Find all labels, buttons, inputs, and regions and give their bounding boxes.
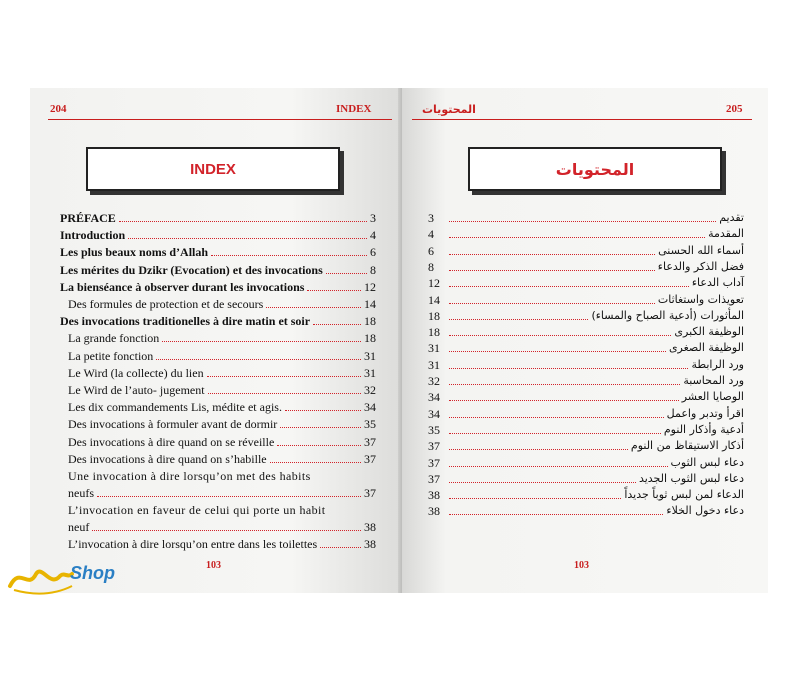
index-entry-page: 38 [364,537,376,552]
index-entry-page: 18 [428,308,440,323]
right-header-title: المحتويات [422,103,476,116]
dot-leader [449,334,671,336]
index-entry-text-continued: neufs [68,486,94,500]
dot-leader [449,416,664,418]
index-entry [60,263,376,277]
index-entry-text: PRÉFACE [60,211,116,225]
index-entry [60,417,376,431]
left-header-title: INDEX [336,103,372,115]
index-entry-page: 18 [364,331,376,346]
index-entry-text: الوظيفة الكبرى [674,325,744,339]
index-entry-text: Introduction [60,228,126,243]
index-entry-page: 35 [428,422,440,437]
index-entry [428,504,744,518]
index-entry-page: 6 [428,243,434,258]
index-entry-text: Des formules de protection et de secours [68,297,264,311]
dot-leader [277,444,361,446]
index-entry-page: 31 [428,341,440,356]
index-entry-page: 37 [428,455,440,470]
index-entry-page: 38 [428,504,440,519]
index-entry-page: 6 [370,245,376,260]
dot-leader [449,220,716,222]
index-entry-page: 32 [428,374,440,388]
dot-leader [449,465,668,467]
right-page [402,88,768,593]
index-entry [60,297,376,311]
index-entry [428,423,744,437]
index-entry-text: Des invocations à dire quand on s’habille [68,451,267,466]
index-entry-page: 32 [364,383,376,397]
index-entry [428,472,744,486]
index-entry [428,358,744,372]
right-title-text: المحتويات [555,159,635,179]
index-entry-text: Une invocation à dire lorsqu’on met des habits [68,469,311,483]
index-entry-page: 18 [428,325,440,340]
index-entry-page: 31 [428,357,440,372]
index-entry [60,383,376,397]
index-entry-page: 14 [364,297,376,311]
index-entry [60,245,376,259]
dot-leader [449,350,666,352]
index-entry-text: Des invocations à dire quand on se réveille [68,434,275,449]
right-page-number: 205 [726,103,743,115]
dot-leader [449,367,688,369]
index-entry-page: 31 [364,365,376,380]
index-entry-text: تعويذات واستغاثات [657,292,744,306]
index-entry-page: 8 [370,262,376,277]
dot-leader [266,306,361,308]
index-entry-text-continued: neuf [68,520,90,535]
dot-leader [449,253,655,255]
index-entry-text: دعاء لبس الثوب الجديد [638,471,744,485]
index-entry-page: 3 [370,211,376,225]
index-entry [60,486,376,500]
index-entry-text: Le Wird de l’auto- jugement [68,383,205,397]
index-entry [428,456,744,470]
dot-leader [307,289,361,291]
index-entry [60,452,376,466]
index-entry-text: المقدمة [708,227,744,241]
index-entry-page: 3 [428,211,434,225]
index-entry [428,276,744,290]
left-page [30,88,402,593]
dot-leader [285,409,361,411]
index-entry [60,211,376,225]
dot-leader [449,383,680,385]
index-entry-text: L’invocation à dire lorsqu’on entre dans les toilettes [68,537,318,552]
index-entry-text: La grande fonction [68,331,160,346]
dot-leader [326,272,367,274]
dot-leader [97,495,361,497]
index-entry-text: اقرأ وتدبر واعمل [666,406,744,420]
index-entry [428,341,744,355]
index-entry [60,366,376,380]
dot-leader [449,318,588,320]
dot-leader [208,392,361,394]
index-entry [428,309,744,323]
dot-leader [449,285,689,287]
dot-leader [449,481,636,483]
dot-leader [313,323,361,325]
index-entry-page: 38 [428,488,440,503]
left-title-box [86,147,340,191]
index-entry-page: 18 [364,314,376,329]
dot-leader [211,254,367,256]
logo-text: Shop [70,563,115,583]
index-entry [60,228,376,242]
dot-leader [162,340,361,342]
index-entry-page: 8 [428,259,434,274]
index-entry-text: فضل الذكر والدعاء [657,259,744,273]
index-entry-page: 38 [364,520,376,535]
index-entry-text: تقديم [719,211,744,224]
index-entry [428,407,744,421]
index-entry [428,227,744,241]
index-entry [60,314,376,328]
index-entry-page: 37 [364,486,376,500]
index-entry-text: La petite fonction [68,348,154,363]
index-entry [428,439,744,453]
index-entry [60,400,376,414]
index-entry [428,488,744,502]
index-entry [428,325,744,339]
right-header-rule [412,119,752,120]
index-entry-text: Les dix commandements Lis, médite et agis. [68,400,282,415]
dot-leader [156,358,361,360]
index-entry-page: 4 [370,228,376,243]
index-entry-text: آداب الدعاء [691,276,744,290]
index-entry-page: 12 [428,276,440,291]
index-entry-text: Des invocations à formuler avant de dormir [68,417,278,432]
index-entry-page: 34 [428,390,440,405]
index-entry-page: 37 [364,434,376,449]
dot-leader [320,546,361,548]
index-entry-text: دعاء لبس الثوب [670,455,744,469]
dot-leader [449,399,679,401]
index-entry [428,260,744,274]
index-entry [60,520,376,534]
index-entry-text: الدعاء لمن لبس ثوباً جديداً [624,488,744,502]
dot-leader [449,269,655,271]
index-entry-text: Le Wird (la collecte) du lien [68,365,204,380]
index-entry [428,374,744,388]
index-entry-page: 31 [364,348,376,363]
index-entry-page: 34 [428,406,440,421]
dot-leader [449,302,655,304]
index-entry-text: أسماء الله الحسنى [658,243,744,257]
right-title-box [468,147,722,191]
index-entry-text: ورد الرابطة [691,357,744,371]
dot-leader [280,426,361,428]
index-entry-text: الوظيفة الصغرى [668,341,744,355]
index-entry-text: La bienséance à observer durant les invocations [60,279,305,294]
book-spread [30,88,768,593]
index-entry-text: أذكار الاستيقاظ من النوم [630,439,744,453]
dot-leader [128,237,367,239]
index-entry-text: المأثورات (أدعية الصباح والمساء) [591,308,744,322]
dot-leader [449,448,628,450]
index-entry [60,331,376,345]
dot-leader [449,497,621,499]
index-entry [428,390,744,404]
left-footer-number: 103 [206,560,221,571]
left-page-number: 204 [50,103,67,115]
index-entry [428,293,744,307]
index-entry-text: أدعية وأذكار النوم [663,422,744,436]
left-title-text: INDEX [190,160,236,178]
index-entry-page: 37 [428,471,440,486]
dot-leader [207,375,361,377]
index-entry-text: الوصايا العشر [681,390,744,404]
index-entry-text: دعاء دخول الخلاء [666,504,744,518]
index-entry [60,280,376,294]
dot-leader [92,529,361,531]
index-entry [428,211,744,225]
dot-leader [449,513,663,515]
dot-leader [270,461,361,463]
index-entry-page: 35 [364,417,376,432]
dot-leader [449,432,661,434]
dot-leader [449,236,705,238]
index-entry-page: 4 [428,227,434,242]
index-entry [428,244,744,258]
index-entry [60,435,376,449]
index-entry [60,537,376,551]
index-entry-text: Les plus beaux noms d’Allah [60,245,209,260]
index-entry [60,349,376,363]
index-entry-text: Des invocations traditionelles à dire matin et soir [60,314,311,329]
dot-leader [119,220,367,222]
index-entry-page: 37 [428,439,440,454]
index-entry-text: Les mérites du Dzikr (Evocation) et des invocations [60,262,323,277]
index-entry-text: ورد المحاسبة [683,374,744,387]
right-footer-number: 103 [574,560,589,571]
index-entry-page: 14 [428,292,440,307]
index-entry-page: 34 [364,400,376,415]
index-entry-page: 37 [364,451,376,466]
left-header-rule [48,119,392,120]
index-entry-text: L’invocation en faveur de celui qui porte un habit [68,503,326,518]
index-entry-page: 12 [364,279,376,294]
